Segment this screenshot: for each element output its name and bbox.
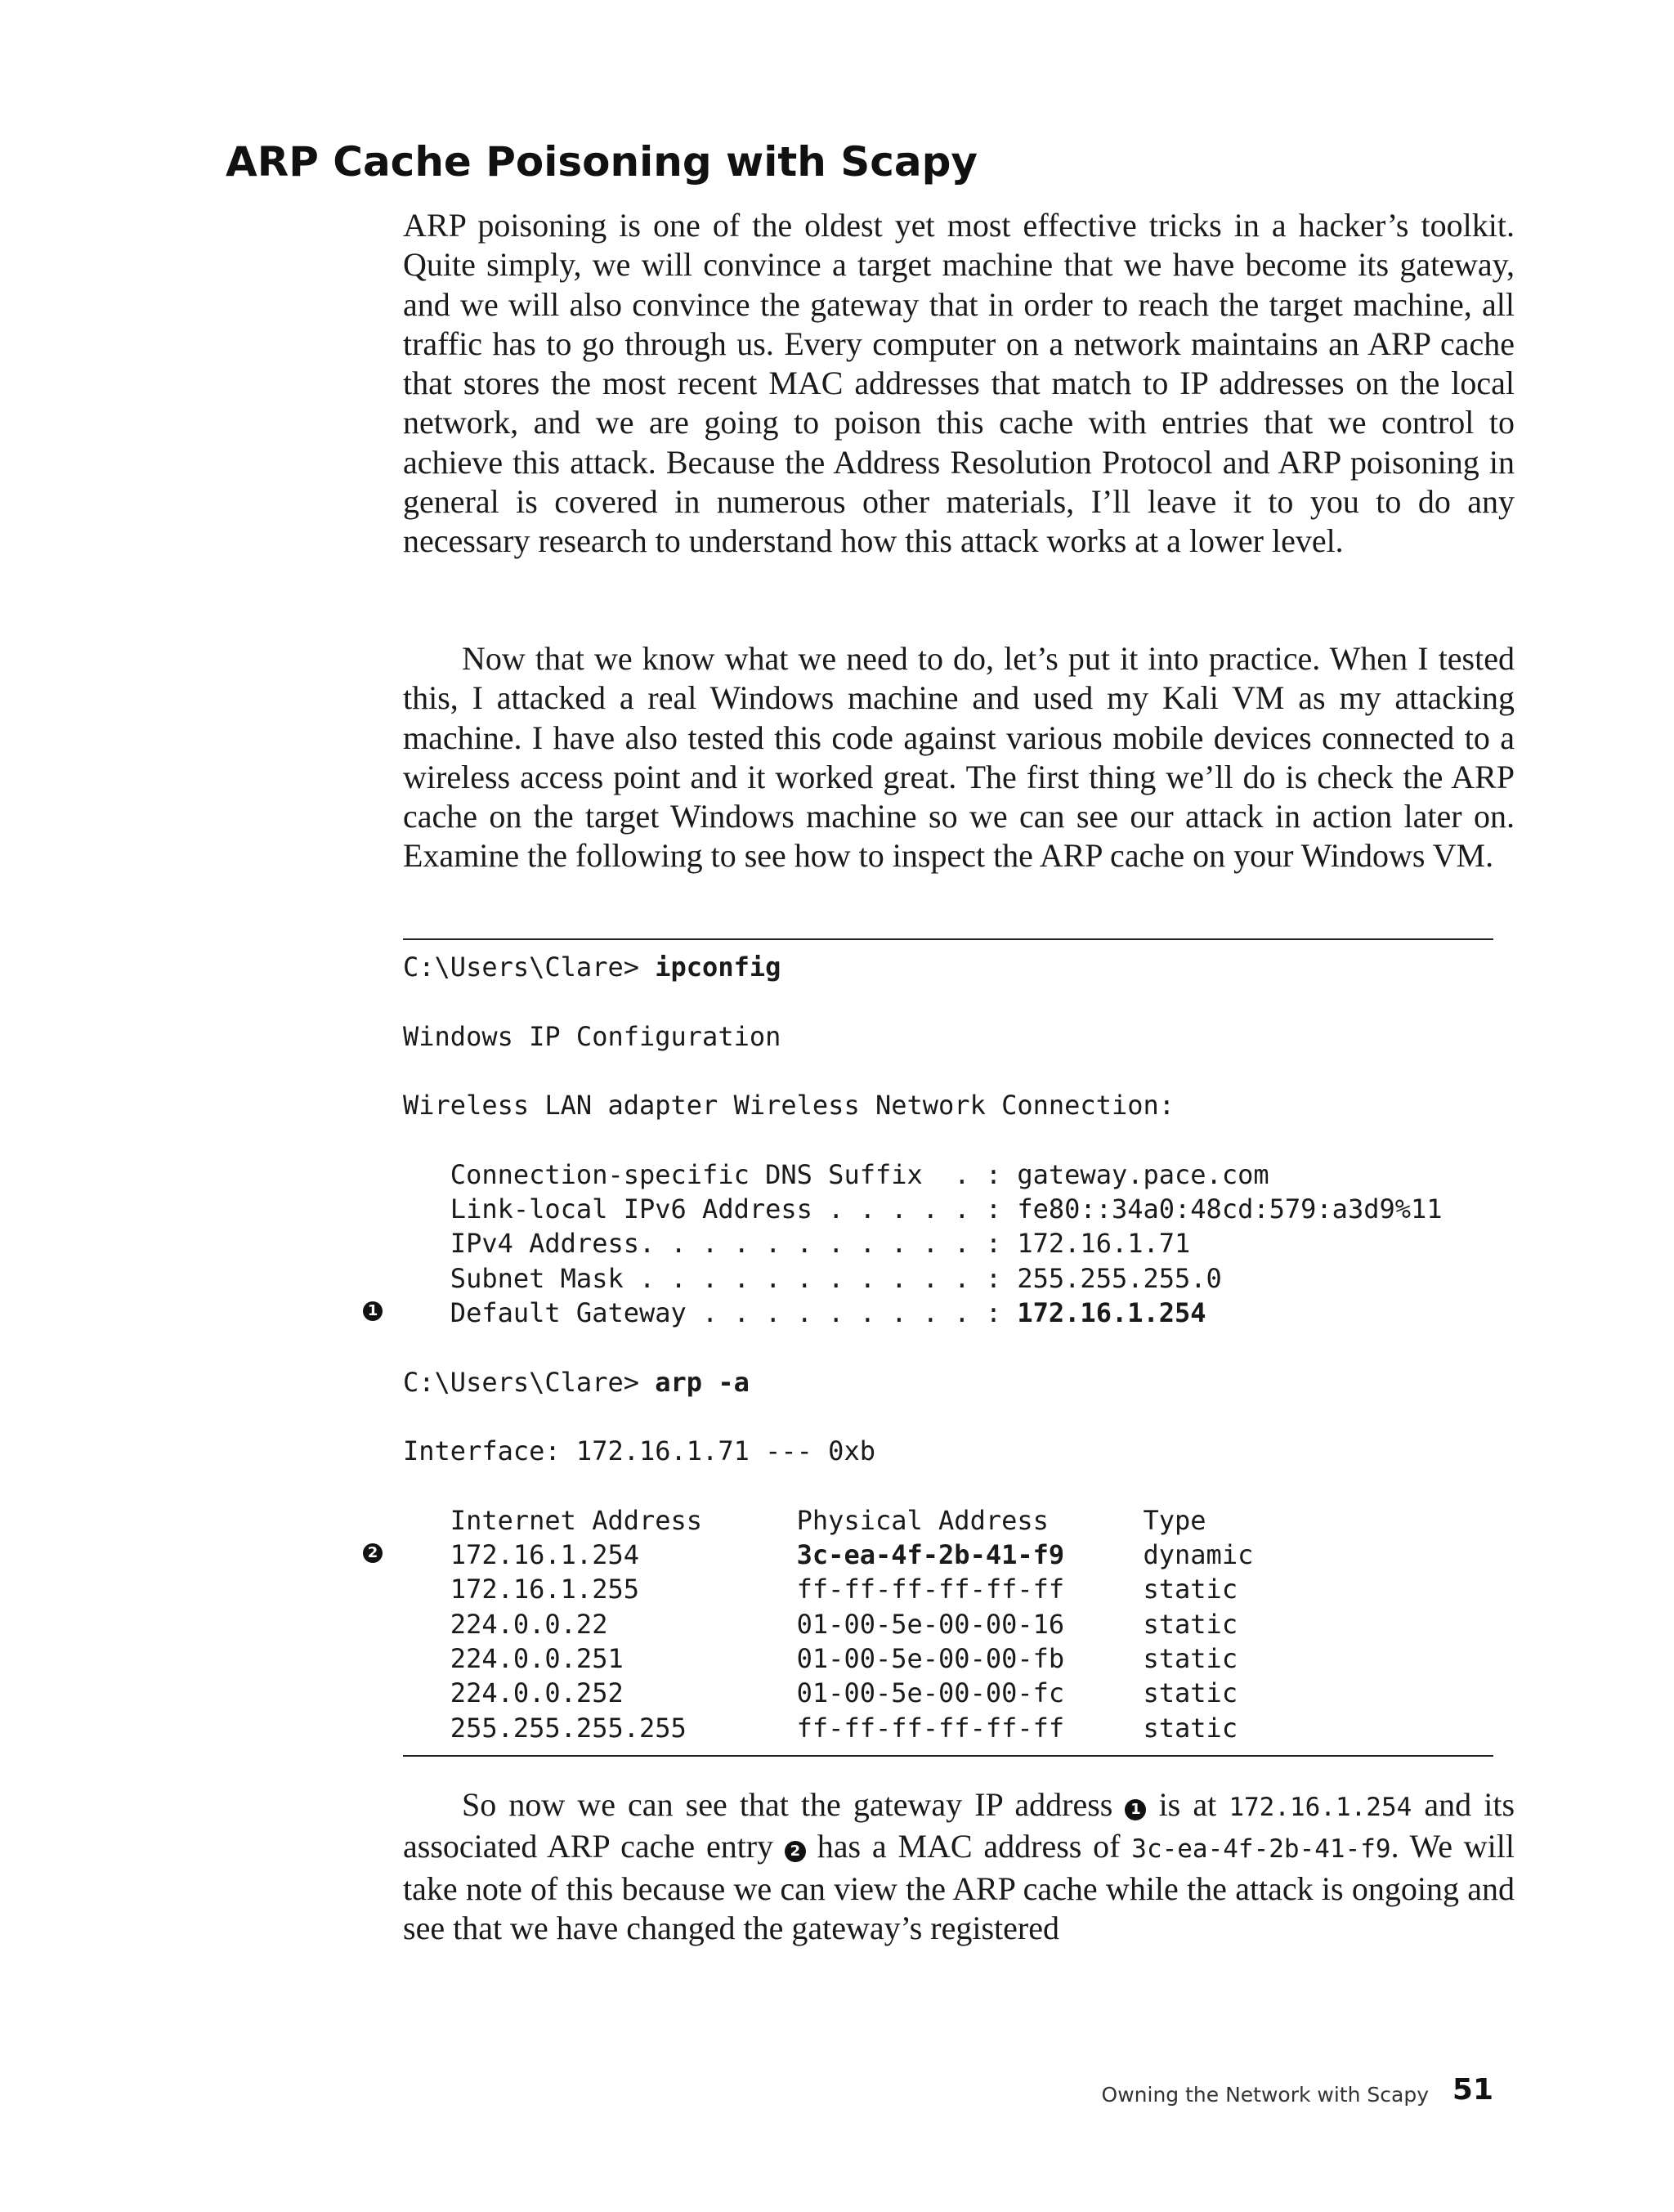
intro-paragraph: ARP poisoning is one of the oldest yet most effective tricks in a hacker’s toolkit. Quite simply, we will convince a target machine that we have become its gateway, and we will also convince the gateway that in order to reach the target machine, all traffic has to go through us. Every computer on a network maintains an ARP cache that stores the most recent MAC addresses that match to IP addresses on the local network, and we are going to poison this cache with entries that we control to achieve this attack. Because the Address Resolution Protocol and ARP poisoning in general is covered in numerous other materials, I’ll leave it to you to do any necessary research to understand how this attack works at a lower level. <box>403 207 1515 560</box>
code-line-ipv6: Link-local IPv6 Address . . . . . : fe80::34a0:48cd:579:a3d9%11 <box>403 1193 1443 1225</box>
gateway-value: 172.16.1.254 <box>1017 1296 1206 1328</box>
arp-table-row: 224.0.0.251 01-00-5e-00-00-fb static <box>403 1642 1238 1674</box>
command-ipconfig: ipconfig <box>655 952 781 983</box>
callout-marker-2: 2 <box>363 1543 383 1563</box>
inline-callout-2: 2 <box>785 1841 806 1862</box>
code-blank-line <box>403 1468 1443 1502</box>
section-heading: ARP Cache Poisoning with Scapy <box>226 138 978 186</box>
text-run: is at <box>1146 1786 1229 1823</box>
code-line-ipv4: IPv4 Address. . . . . . . . . . . : 172.16.1.71 <box>403 1228 1191 1260</box>
code-line-default-gateway <box>403 1296 1443 1330</box>
code-line-prompt-ipconfig <box>403 950 1443 984</box>
practice-paragraph: Now that we know what we need to do, let’s put it into practice. When I tested this, I attacked a real Windows machine and used my Kali VM as my attacking machine. I have also tested this code against various mobile devices connected to a wireless access point and it worked great. The first thing we’ll do is check the ARP cache on the target Windows machine so we can see our attack in action later on. Examine the following to see how to inspect the ARP cache on your Windows VM. <box>403 640 1515 875</box>
code-bottom-rule <box>403 1755 1493 1757</box>
code-blank-line <box>403 1330 1443 1364</box>
text-run: has a MAC address of <box>805 1828 1132 1865</box>
running-footer-title: Owning the Network with Scapy <box>1101 2083 1429 2107</box>
arp-table-row: 172.16.1.255 ff-ff-ff-ff-ff-ff static <box>403 1574 1238 1605</box>
arp-row-ip: 172.16.1.254 <box>403 1539 797 1571</box>
text-run: and its associated ARP cache entry <box>403 1786 1515 1865</box>
prompt-text: C:\Users\Clare> <box>403 952 656 983</box>
inline-code-ip: 172.16.1.254 <box>1229 1793 1412 1822</box>
code-blank-line <box>403 1122 1443 1157</box>
text-run: . We will take note of this because we can view the ARP cache while the attack is ongoing and see that we have changed the gateway’s registered <box>403 1828 1515 1946</box>
code-listing <box>403 950 1443 1745</box>
code-line-interface: Interface: 172.16.1.71 --- 0xb <box>403 1435 875 1467</box>
text-run: So now we can see that the gateway IP address <box>462 1786 1126 1823</box>
code-line-ip-config-title: Windows IP Configuration <box>403 1020 781 1052</box>
code-blank-line <box>403 984 1443 1019</box>
gateway-paragraph <box>403 1785 1515 1948</box>
arp-table-row: 224.0.0.252 01-00-5e-00-00-fc static <box>403 1677 1238 1709</box>
prompt-text: C:\Users\Clare> <box>403 1366 656 1398</box>
arp-row-type: dynamic <box>1064 1539 1254 1571</box>
code-line-dns-suffix: Connection-specific DNS Suffix . : gateway.pace.com <box>403 1158 1269 1190</box>
inline-code-mac: 3c-ea-4f-2b-41-f9 <box>1131 1834 1391 1865</box>
page-number: 51 <box>1452 2073 1493 2107</box>
code-blank-line <box>403 1054 1443 1088</box>
code-blank-line <box>403 1399 1443 1434</box>
arp-row-mac: 3c-ea-4f-2b-41-f9 <box>796 1539 1065 1571</box>
code-line-prompt-arp <box>403 1365 1443 1399</box>
inline-callout-1: 1 <box>1125 1799 1146 1820</box>
arp-table-row: 224.0.0.22 01-00-5e-00-00-16 static <box>403 1608 1238 1640</box>
command-arp: arp -a <box>655 1366 750 1398</box>
arp-table-row: 255.255.255.255 ff-ff-ff-ff-ff-ff static <box>403 1712 1238 1744</box>
callout-marker-1: 1 <box>363 1301 383 1321</box>
code-top-rule <box>403 938 1493 940</box>
arp-table-row-gateway <box>403 1538 1443 1572</box>
gateway-label: Default Gateway . . . . . . . . . : <box>403 1296 1018 1328</box>
code-line-adapter: Wireless LAN adapter Wireless Network Connection: <box>403 1090 1175 1122</box>
arp-table-header: Internet Address Physical Address Type <box>403 1504 1206 1536</box>
code-line-subnet: Subnet Mask . . . . . . . . . . . : 255.255.255.0 <box>403 1262 1222 1294</box>
